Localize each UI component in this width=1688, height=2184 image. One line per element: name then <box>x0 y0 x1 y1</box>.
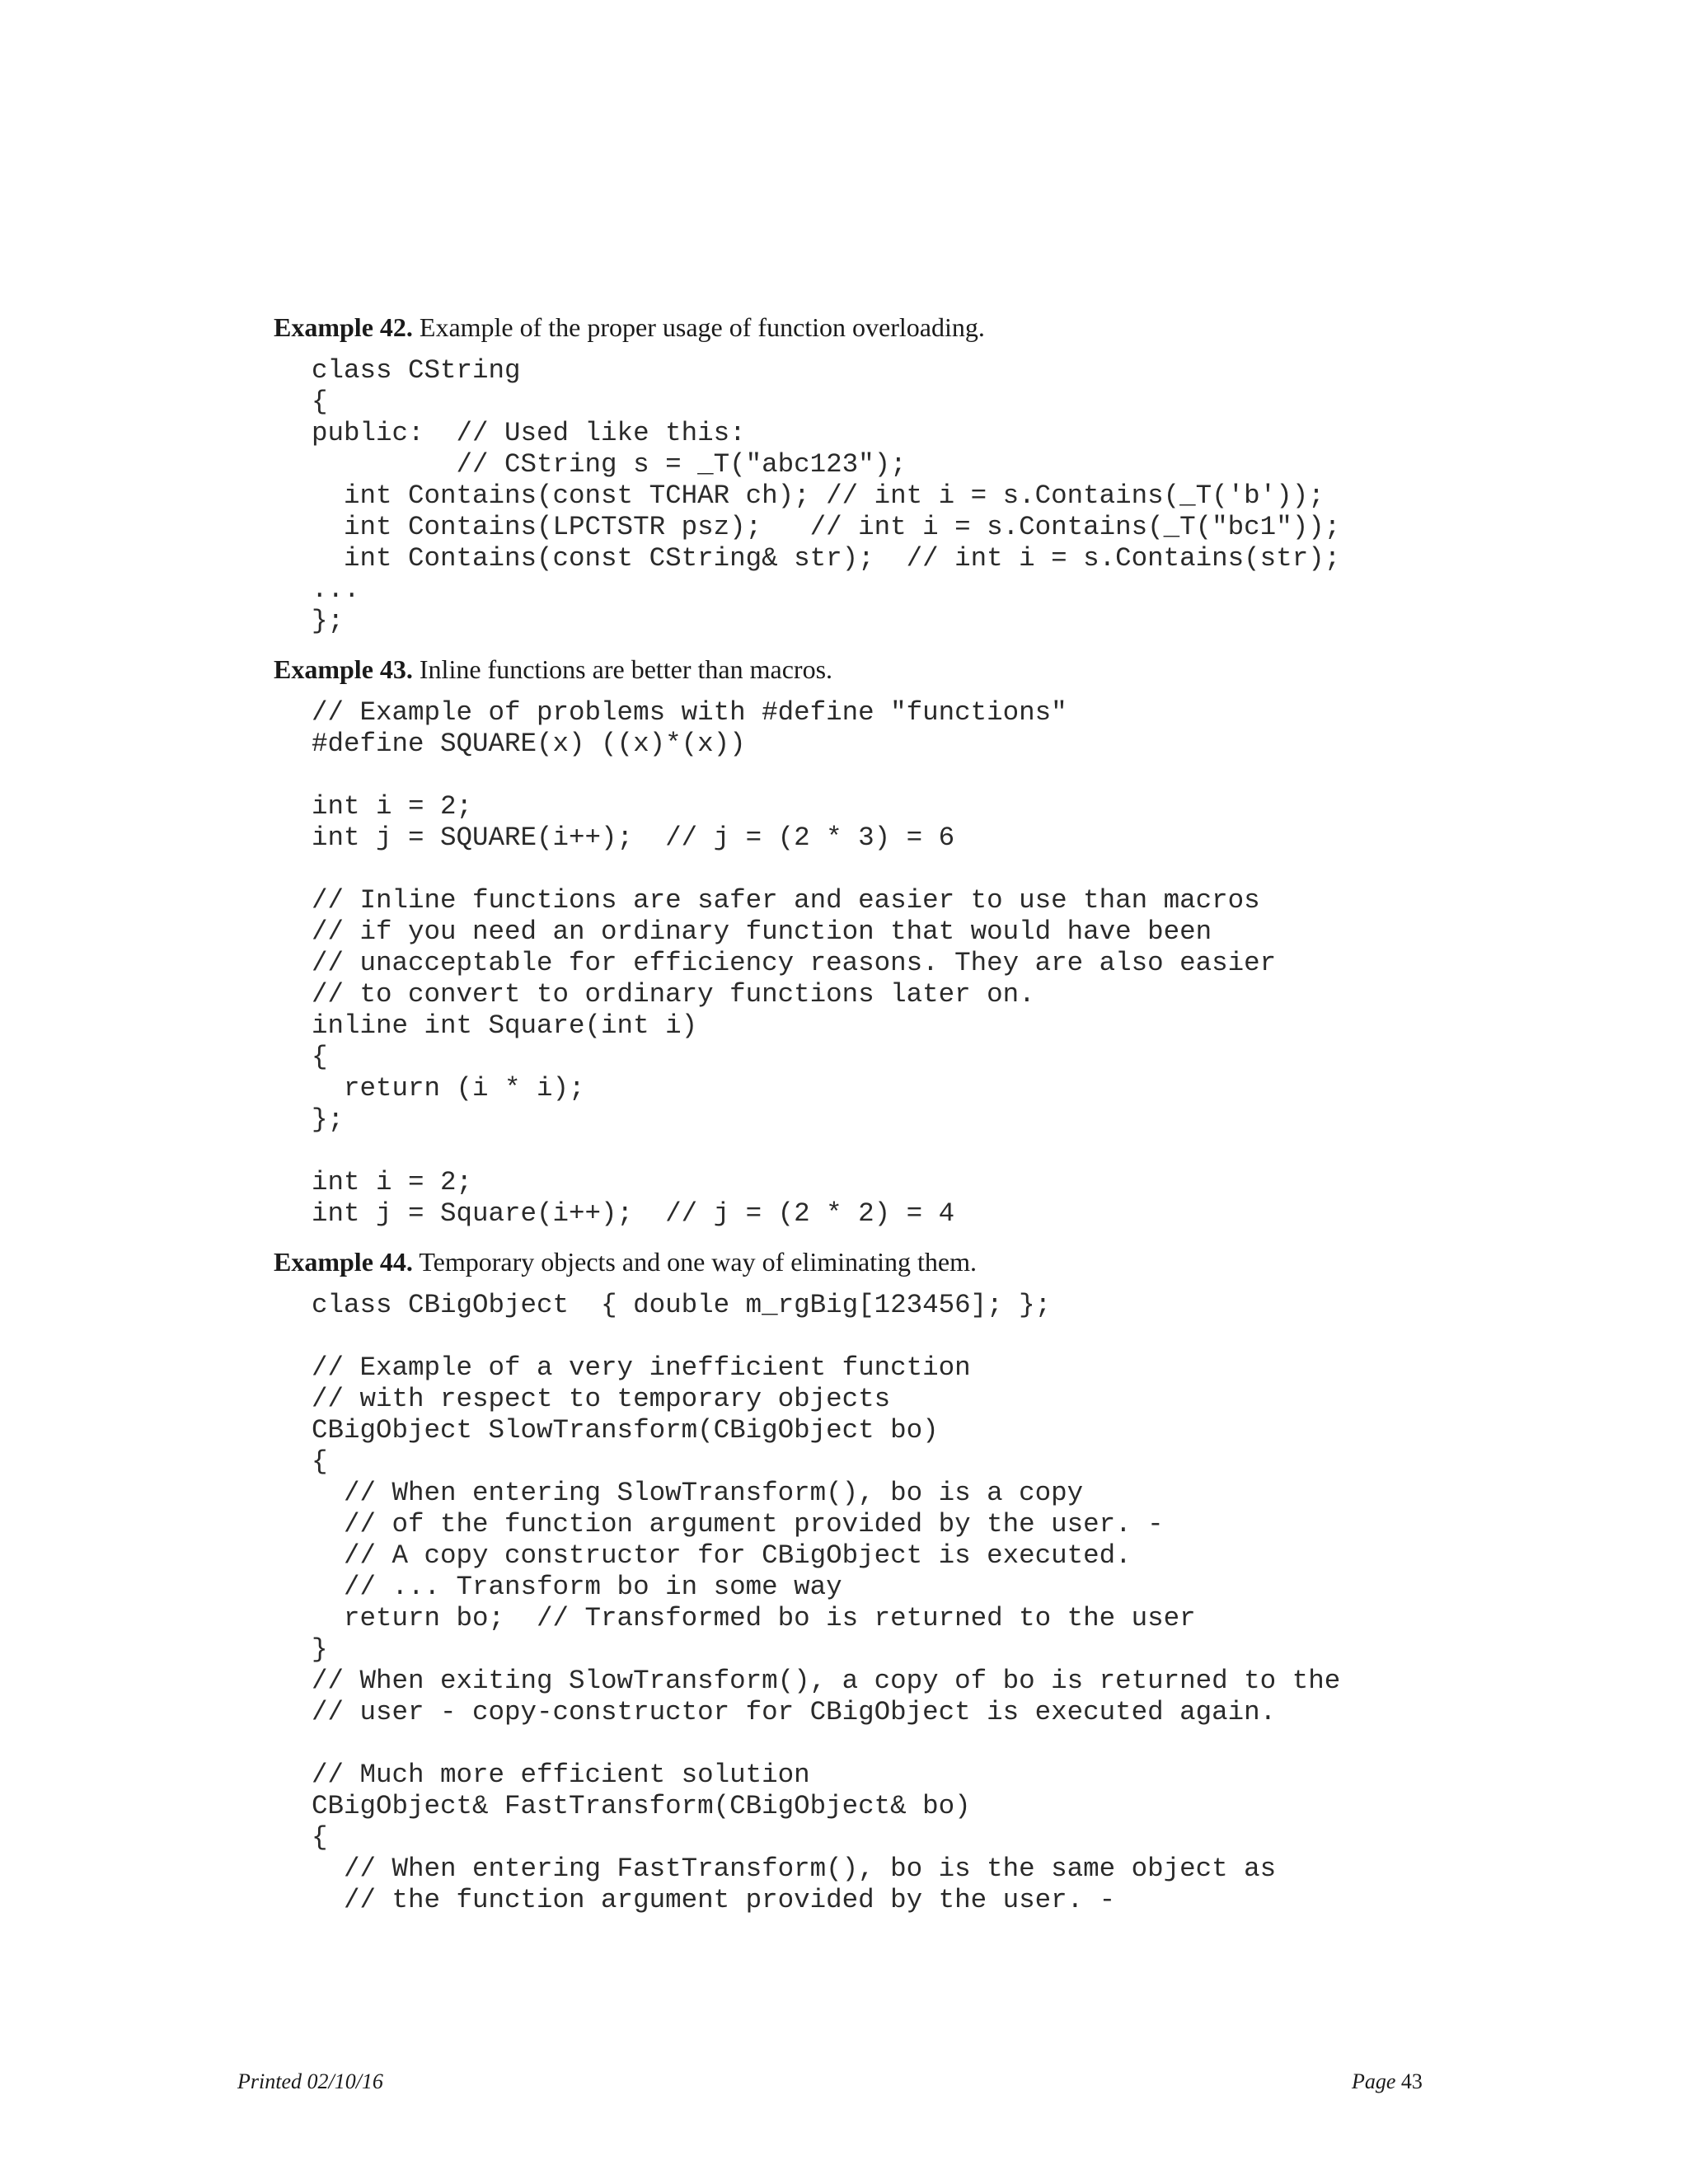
example-43-code <box>312 697 1276 1230</box>
code-line: int j = Square(i++); // j = (2 * 2) = 4 <box>312 1198 955 1229</box>
code-line: // CString s = _T("abc123"); <box>312 449 907 480</box>
code-line: // Much more efficient solution <box>312 1760 810 1790</box>
code-line <box>312 760 1276 791</box>
code-line: // When entering FastTransform(), bo is the same object as <box>312 1854 1277 1884</box>
example-43-label: Example 43. <box>274 654 413 684</box>
code-line: // Inline functions are safer and easier to use than macros <box>312 885 1260 916</box>
code-line: int Contains(const TCHAR ch); // int i = s.Contains(_T('b')); <box>312 480 1325 511</box>
code-line <box>312 854 1276 885</box>
code-line: { <box>312 1042 328 1072</box>
example-42-label: Example 42. <box>274 312 413 342</box>
code-line: // unacceptable for efficiency reasons. They are also easier <box>312 948 1277 978</box>
code-line: // the function argument provided by the user. - <box>312 1885 1116 1915</box>
example-43-caption: Inline functions are better than macros. <box>412 654 833 684</box>
code-line <box>312 1728 1340 1760</box>
code-line: // When entering SlowTransform(), bo is a copy <box>312 1478 1084 1508</box>
code-line: CBigObject& FastTransform(CBigObject& bo) <box>312 1791 971 1821</box>
code-line <box>312 1321 1340 1352</box>
code-line: #define SQUARE(x) ((x)*(x)) <box>312 729 746 759</box>
example-42-heading <box>274 311 985 344</box>
code-line: // When exiting SlowTransform(), a copy of bo is returned to the <box>312 1666 1341 1696</box>
code-line: int i = 2; <box>312 1167 473 1197</box>
code-line: class CString <box>312 355 521 386</box>
code-line: CBigObject SlowTransform(CBigObject bo) <box>312 1415 939 1446</box>
code-line: }; <box>312 606 345 636</box>
example-43-heading <box>274 653 832 686</box>
code-line: // to convert to ordinary functions later on. <box>312 979 1035 1010</box>
example-44-heading <box>274 1245 977 1278</box>
example-44-code <box>312 1290 1340 1916</box>
code-line: class CBigObject { double m_rgBig[123456]; }; <box>312 1290 1052 1320</box>
code-line: // A copy constructor for CBigObject is executed. <box>312 1540 1132 1571</box>
code-line: // user - copy-constructor for CBigObject is executed again. <box>312 1697 1277 1727</box>
code-line: int Contains(const CString& str); // int i = s.Contains(str); <box>312 543 1341 574</box>
code-line: // if you need an ordinary function that would have been <box>312 916 1212 947</box>
code-line: return (i * i); <box>312 1073 585 1104</box>
page-label: Page <box>1352 2069 1396 2093</box>
code-line: public: // Used like this: <box>312 418 746 448</box>
example-42-caption: Example of the proper usage of function overloading. <box>412 312 985 342</box>
code-line: inline int Square(int i) <box>312 1010 698 1041</box>
code-line: // ... Transform bo in some way <box>312 1572 842 1602</box>
code-line: ... <box>312 574 360 605</box>
code-line: } <box>312 1634 328 1665</box>
page-number: 43 <box>1400 2069 1423 2093</box>
example-42-code <box>312 355 1340 637</box>
code-line <box>312 1136 1276 1167</box>
example-44-label: Example 44. <box>274 1247 413 1277</box>
code-line: { <box>312 387 328 417</box>
code-line: int j = SQUARE(i++); // j = (2 * 3) = 6 <box>312 823 955 853</box>
code-line: return bo; // Transformed bo is returned to the user <box>312 1603 1196 1633</box>
example-44-caption: Temporary objects and one way of eliminating them. <box>412 1247 977 1277</box>
printed-date: Printed 02/10/16 <box>237 2069 383 2093</box>
code-line: // of the function argument provided by the user. - <box>312 1509 1164 1540</box>
page-number-footer <box>1352 2069 1423 2095</box>
code-line: int i = 2; <box>312 791 473 822</box>
code-line: { <box>312 1446 328 1477</box>
code-line: // Example of a very inefficient function <box>312 1352 971 1383</box>
code-line: int Contains(LPCTSTR psz); // int i = s.Contains(_T("bc1")); <box>312 512 1341 542</box>
code-line: // Example of problems with #define "functions" <box>312 697 1067 728</box>
code-line: // with respect to temporary objects <box>312 1384 891 1414</box>
code-line: }; <box>312 1104 345 1135</box>
code-line: { <box>312 1822 328 1853</box>
